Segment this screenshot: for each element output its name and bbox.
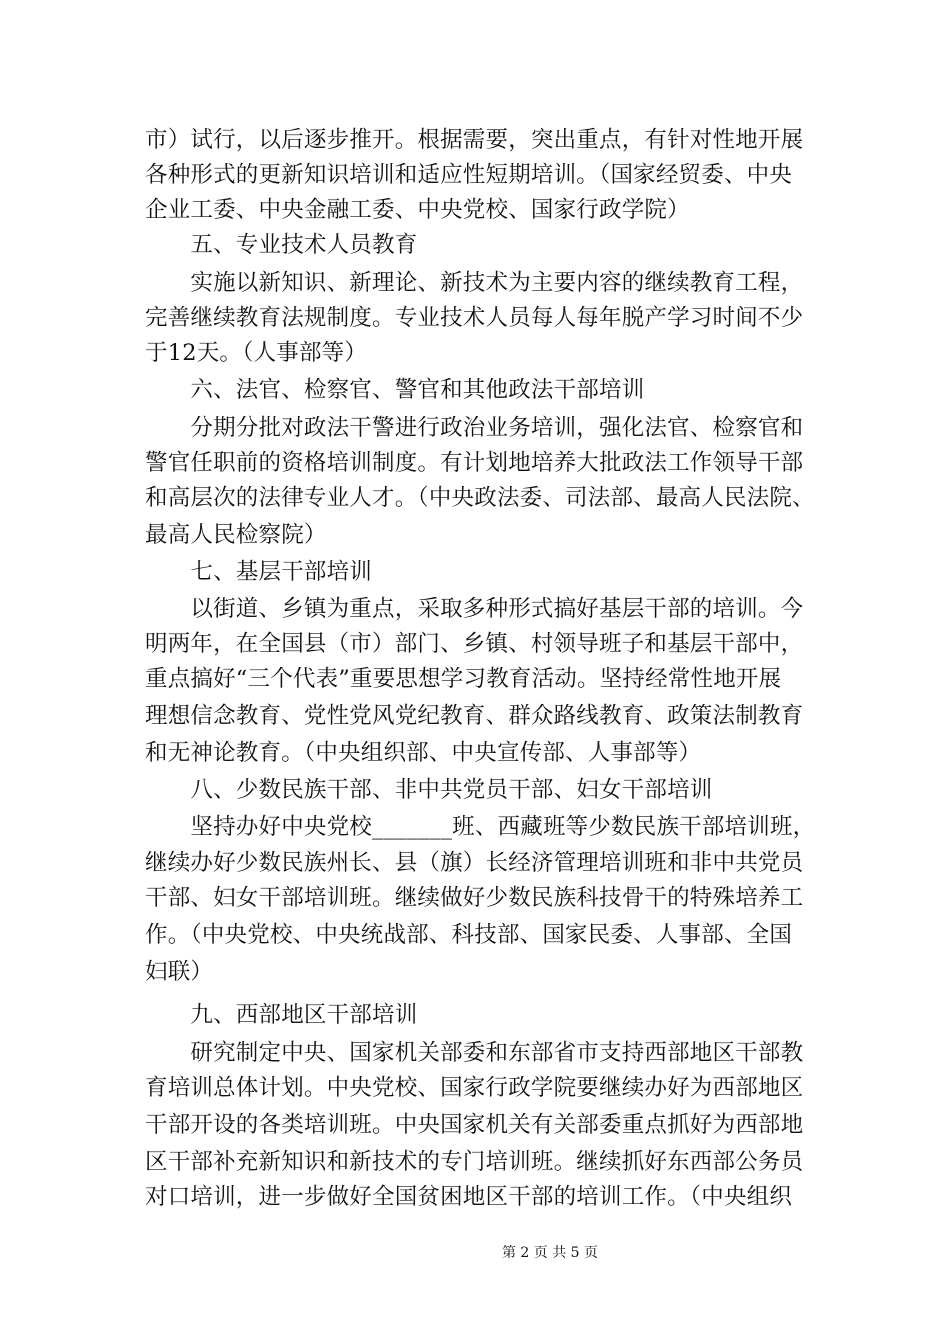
- section-heading: 八、少数民族干部、非中共党员干部、妇女干部培训: [145, 777, 713, 803]
- text-line: 作。（中央党校、中央统战部、科技部、国家民委、人事部、全国: [145, 922, 793, 948]
- text-line: 警官任职前的资格培训制度。有计划地培养大批政法工作领导干部: [145, 450, 804, 476]
- section-heading: 五、专业技术人员教育: [145, 232, 418, 258]
- text-line: 和无神论教育。（中央组织部、中央宣传部、人事部等）: [145, 740, 702, 766]
- text-line: 干部、妇女干部培训班。继续做好少数民族科技骨干的特殊培养工: [145, 885, 804, 911]
- text-line: 完善继续教育法规制度。专业技术人员每人每年脱产学习时间不少: [145, 305, 804, 331]
- text-line: 和高层次的法律专业人才。（中央政法委、司法部、最高人民法院、: [145, 485, 815, 511]
- text-line: 市）试行，以后逐步推开。根据需要，突出重点，有针对性地开展: [145, 127, 804, 153]
- section-heading: 六、法官、检察官、警官和其他政法干部培训: [145, 377, 645, 403]
- text-line: 企业工委、中央金融工委、中央党校、国家行政学院）: [145, 197, 690, 223]
- text-line: 坚持办好中央党校_______班、西藏班等少数民族干部培训班，: [145, 814, 816, 840]
- text-line: 区干部补充新知识和新技术的专门培训班。继续抓好东西部公务员: [145, 1149, 804, 1175]
- section-heading: 九、西部地区干部培训: [145, 1002, 418, 1028]
- text-line: 妇联）: [145, 959, 214, 985]
- section-heading: 七、基层干部培训: [145, 559, 373, 585]
- text-line: 各种形式的更新知识培训和适应性短期培训。（国家经贸委、中央: [145, 162, 793, 188]
- text-line: 理想信念教育、党性党风党纪教育、群众路线教育、政策法制教育: [145, 703, 804, 729]
- text-line: 育培训总体计划。中央党校、国家行政学院要继续办好为西部地区: [145, 1075, 804, 1101]
- text-line: 实施以新知识、新理论、新技术为主要内容的继续教育工程，: [145, 270, 804, 296]
- text-line: 干部开设的各类培训班。中央国家机关有关部委重点抓好为西部地: [145, 1112, 804, 1138]
- text-line: 最高人民检察院）: [145, 522, 327, 548]
- text-line: 继续办好少数民族州长、县（旗）长经济管理培训班和非中共党员: [145, 850, 804, 876]
- text-line: 研究制定中央、国家机关部委和东部省市支持西部地区干部教: [145, 1040, 804, 1066]
- text-line: 明两年，在全国县（市）部门、乡镇、村领导班子和基层干部中，: [145, 631, 804, 657]
- text-line: 重点搞好“三个代表”重要思想学习教育活动。坚持经常性地开展: [145, 666, 782, 692]
- page-number-footer: 第 2 页 共 5 页: [501, 1245, 599, 1261]
- text-line: 以街道、乡镇为重点，采取多种形式搞好基层干部的培训。今: [145, 596, 804, 622]
- text-line: 分期分批对政法干警进行政治业务培训，强化法官、检察官和: [145, 415, 804, 441]
- text-line: 于12天。（人事部等）: [145, 340, 368, 366]
- text-line: 对口培训，进一步做好全国贫困地区干部的培训工作。（中央组织: [145, 1184, 793, 1210]
